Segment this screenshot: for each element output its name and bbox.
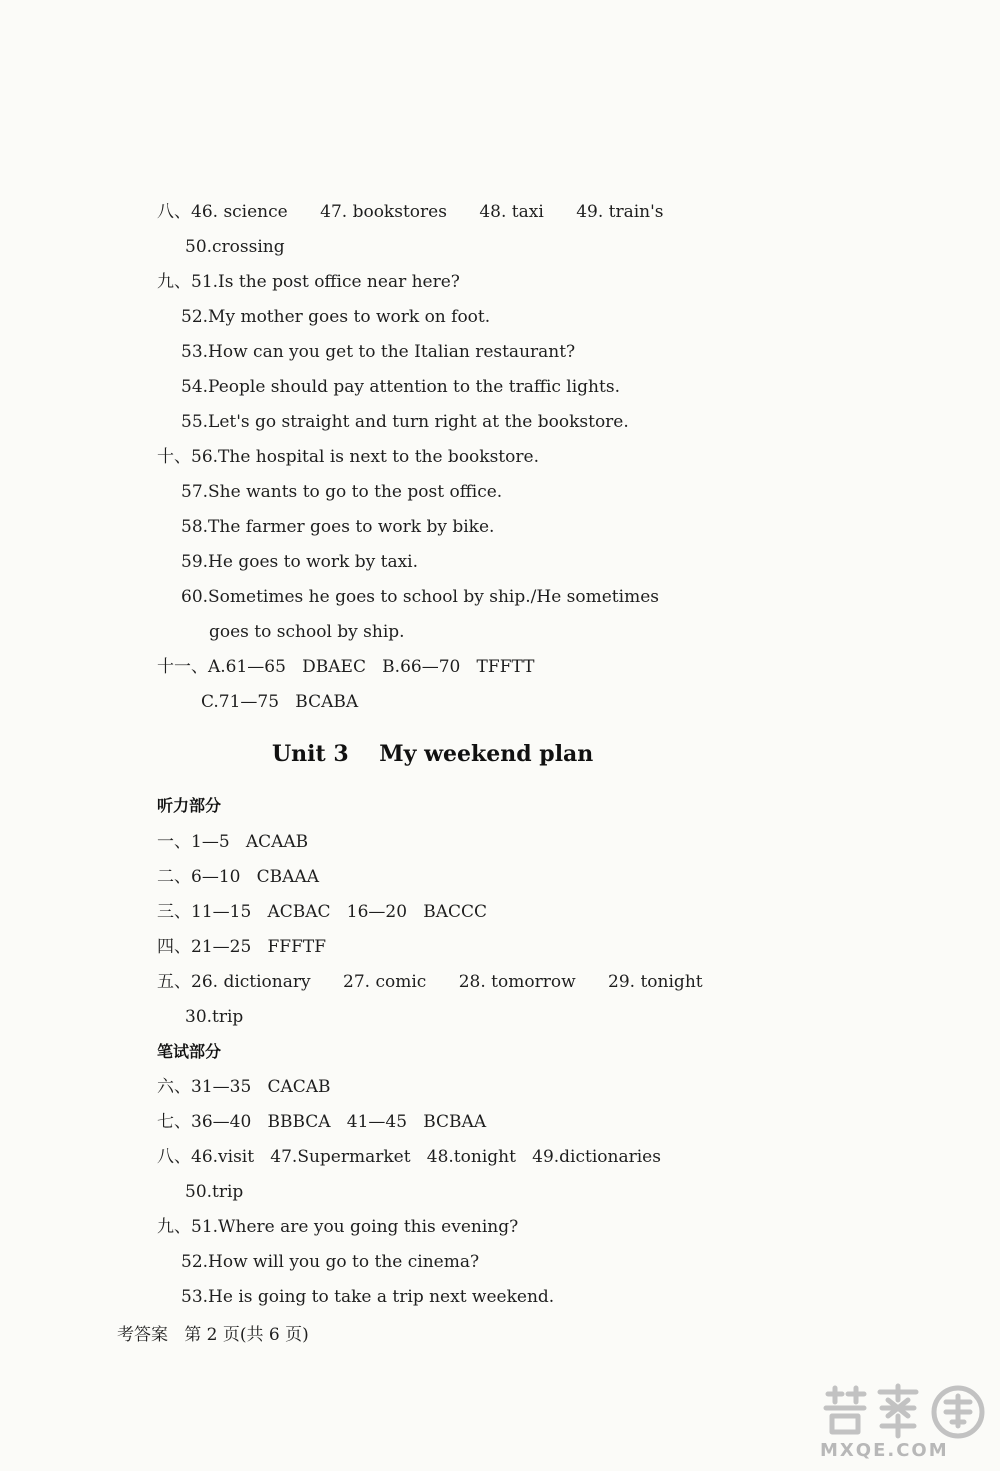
answer-line: 52.My mother goes to work on foot. bbox=[181, 307, 491, 327]
answer-line: 九、51.Is the post office near here? bbox=[157, 272, 460, 292]
answer-line: 三、11—15 ACBAC 16—20 BACCC bbox=[157, 902, 488, 922]
answer-line: 八、46. science 47. bookstores 48. taxi 49. train's bbox=[157, 202, 664, 222]
listening-heading: 听力部分 bbox=[157, 796, 222, 815]
answer-line: 五、26. dictionary 27. comic 28. tomorrow 29. tonight bbox=[157, 972, 703, 992]
answer-line: 53.He is going to take a trip next weekend. bbox=[181, 1287, 555, 1307]
answer-line: 四、21—25 FFFTF bbox=[157, 937, 326, 957]
answer-line: 一、1—5 ACAAB bbox=[157, 832, 309, 852]
answer-line: 54.People should pay attention to the traffic lights. bbox=[181, 377, 620, 397]
answer-line: 六、31—35 CACAB bbox=[157, 1077, 331, 1097]
answer-line: 57.She wants to go to the post office. bbox=[181, 482, 503, 502]
answer-line: 二、6—10 CBAAA bbox=[157, 867, 319, 887]
answer-line: 55.Let's go straight and turn right at the bookstore. bbox=[181, 412, 629, 432]
answer-line: 十一、A.61—65 DBAEC B.66—70 TFFTT bbox=[157, 657, 535, 677]
answer-line: 60.Sometimes he goes to school by ship./He sometimes bbox=[181, 587, 659, 607]
unit-title: Unit 3 My weekend plan bbox=[272, 741, 594, 767]
watermark-text: MXQE.COM bbox=[820, 1440, 949, 1461]
answer-line: 50.crossing bbox=[185, 237, 285, 257]
answer-line: 59.He goes to work by taxi. bbox=[181, 552, 419, 572]
watermark-logo bbox=[818, 1382, 993, 1466]
answer-line: 十、56.The hospital is next to the bookstore. bbox=[157, 447, 539, 467]
answer-line: 50.trip bbox=[185, 1182, 244, 1202]
answer-line: goes to school by ship. bbox=[209, 622, 405, 642]
answer-circle-logo-icon bbox=[818, 1382, 993, 1442]
page-footer: 考答案 第 2 页(共 6 页) bbox=[117, 1325, 309, 1345]
answer-line: 53.How can you get to the Italian restaurant? bbox=[181, 342, 576, 362]
answer-line: 八、46.visit 47.Supermarket 48.tonight 49.dictionaries bbox=[157, 1147, 661, 1167]
answer-line: 30.trip bbox=[185, 1007, 244, 1027]
answer-line: 九、51.Where are you going this evening? bbox=[157, 1217, 519, 1237]
answer-line: 52.How will you go to the cinema? bbox=[181, 1252, 480, 1272]
answer-line: 七、36—40 BBBCA 41—45 BCBAA bbox=[157, 1112, 487, 1132]
answer-line: C.71—75 BCABA bbox=[201, 692, 359, 712]
answer-line: 58.The farmer goes to work by bike. bbox=[181, 517, 495, 537]
writing-heading: 笔试部分 bbox=[157, 1042, 222, 1061]
